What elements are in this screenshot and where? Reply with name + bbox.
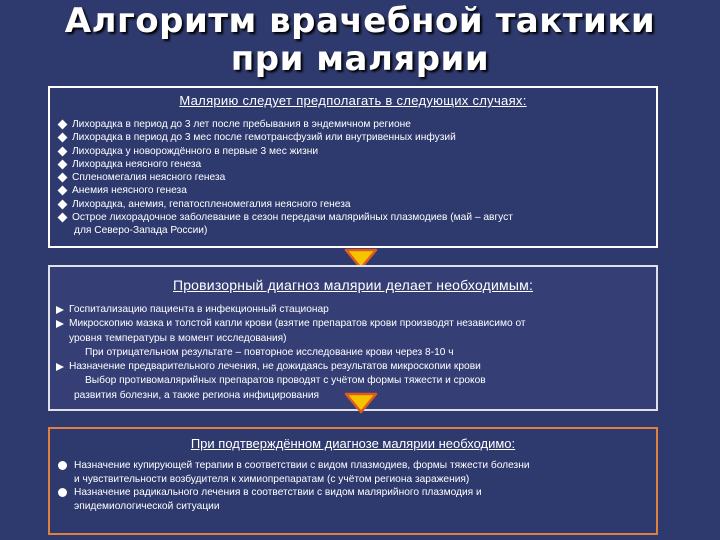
diamond-bullet-icon <box>58 120 68 130</box>
provisional-continuation: развития болезни, а также региона инфицирования <box>74 389 320 401</box>
list-item: Госпитализацию пациента в инфекционный стационар <box>56 303 656 317</box>
list-item: Лихорадка, анемия, гепатоспленомегалия неясного генеза <box>58 198 656 211</box>
circle-bullet-icon <box>58 461 67 470</box>
diamond-bullet-icon <box>58 146 68 156</box>
confirmed-diagnosis-box <box>48 427 658 535</box>
list-item: Назначение предварительного лечения, не дожидаясь результатов микроскопии крови Выбор противомалярийных препаратов проводят с учётом формы тяжести и сроков <box>56 360 656 389</box>
triangle-bullet-icon <box>56 320 64 328</box>
diamond-bullet-icon <box>58 186 68 196</box>
suspicion-heading: Малярию следует предполагать в следующих случаях: <box>179 93 527 108</box>
list-item: Лихорадка в период до 3 мес после гемотрансфузий или внутривенных инфузий <box>58 131 656 144</box>
triangle-bullet-icon <box>56 363 64 371</box>
triangle-bullet-icon <box>56 306 64 314</box>
provisional-list <box>50 303 656 389</box>
slide-title <box>0 2 720 78</box>
list-item: Анемия неясного генеза <box>58 184 656 197</box>
list-item: Лихорадка в период до 3 лет после пребывания в эндемичном регионе <box>58 118 656 131</box>
diamond-bullet-icon <box>58 213 68 223</box>
list-item: Лихорадка неясного генеза <box>58 158 656 171</box>
provisional-diagnosis-box <box>48 265 658 411</box>
diamond-bullet-icon <box>58 133 68 143</box>
title-line-1: Алгоритм врачебной тактики <box>64 1 656 41</box>
diamond-bullet-icon <box>58 173 68 183</box>
provisional-heading: Провизорный диагноз малярии делает необходимым: <box>172 277 534 293</box>
list-item: Назначение купирующей терапии в соответствии с видом плазмодиев, формы тяжести болезни и чувствительности возбудителя к химиопрепаратам (с учётом региона заражения) <box>56 459 656 486</box>
list-item: Спленомегалия неясного генеза <box>58 171 656 184</box>
circle-bullet-icon <box>58 488 67 497</box>
title-line-2: при малярии <box>230 39 490 79</box>
list-item: Лихорадка у новорождённого в первые 3 мес жизни <box>58 145 656 158</box>
confirmed-list <box>50 459 656 513</box>
diamond-bullet-icon <box>58 159 68 169</box>
confirmed-heading: При подтверждённом диагнозе малярии необходимо: <box>190 436 516 451</box>
suspicion-list <box>50 118 656 238</box>
diamond-bullet-icon <box>58 199 68 209</box>
flow-arrow-down-icon <box>344 392 378 419</box>
list-item: Острое лихорадочное заболевание в сезон передачи малярийных плазмодиев (май – август для Северо-Запада России) <box>58 211 656 238</box>
list-item: Микроскопию мазка и толстой капли крови (взятие препаратов крови производят независимо от уровня температуры в момент исследования) При отрицательном результате – повторное исследование крови через 8-10 ч <box>56 317 656 360</box>
list-item: Назначение радикального лечения в соответствии с видом малярийного плазмодия и эпидемиологической ситуации <box>56 486 656 513</box>
suspicion-criteria-box <box>48 86 658 248</box>
